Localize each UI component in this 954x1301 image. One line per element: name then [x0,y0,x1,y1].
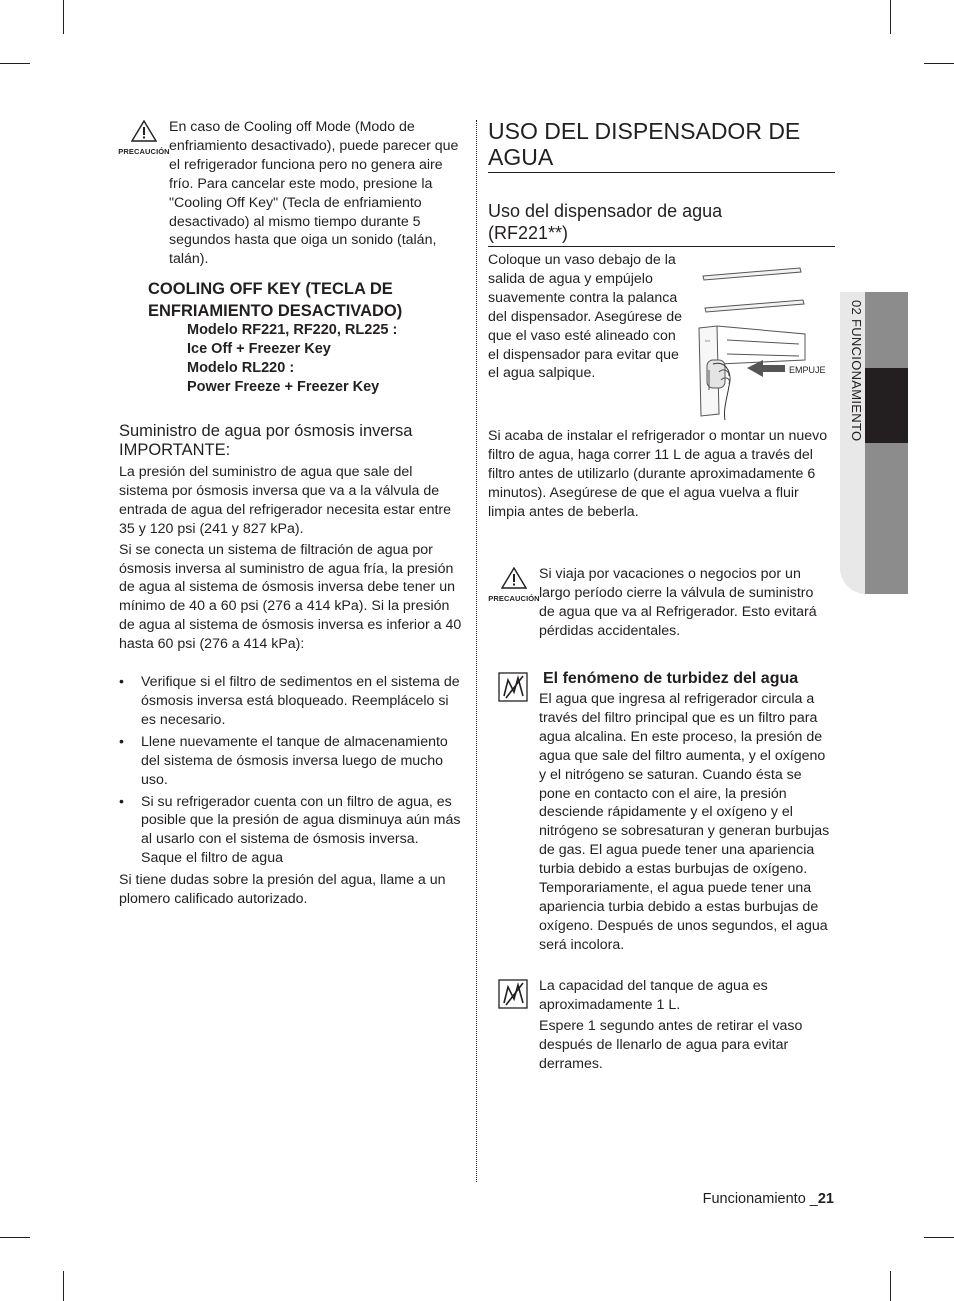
page-footer [640,1190,834,1208]
model-line: Modelo RF221, RF220, RL225 : [187,322,398,338]
ro-bullet-list [119,673,462,868]
section-subtitle: Uso del dispensador de agua (RF221**) [488,201,723,243]
caution-label: PRECAUCIÓN [118,147,170,156]
subtitle-rule [488,246,835,247]
crop-mark [924,63,954,64]
note-icon [498,672,528,702]
crop-mark [0,63,30,64]
tank-capacity-note: La capacidad del tanque de agua es aproximadamente 1 L. Espere 1 segundo antes de retirar el vaso después de llenarlo de agua para evitar derrames. [539,978,803,1072]
list-item: • Verifique si el filtro de sedimentos en el sistema de ósmosis inversa está bloqueado. Reemplácelo si es necesario. [119,673,462,730]
turbidity-heading: El fenómeno de turbidez del agua [543,670,799,687]
model-key-list [187,321,447,397]
warning-triangle-icon [131,120,157,142]
caution-icon [488,567,540,603]
crop-mark [890,1271,891,1301]
title-rule [488,172,835,173]
ro-heading: Suministro de agua por ósmosis inversa IMPORTANTE: [119,422,413,459]
side-tab-marker [865,368,908,443]
note-icon [498,979,528,1009]
dispenser-intro: Coloque un vaso debajo de la salida de agua y empújelo suavemente contra la palanca del dispensador. Asegúrese de que el vaso esté alineado con el dispensador para evitar que el agua salpique. [488,252,683,382]
crop-mark [890,0,891,34]
turbidity-text: El agua que ingresa al refrigerador circula a través del filtro principal que es un filtro para agua alcalina. En este proceso, la presión de agua que sale del filtro aumenta, y el oxígeno y el nitrógeno se saturan. Cuando ésta se pone en contacto con el aire, la presión desciende rápidamente y el oxígeno y el nitrógeno se sobresaturan y generan burbujas de gas. El agua puede tener una apariencia turbia debido a estas burbujas de oxígeno. Temporariamente, el agua puede tener una apariencia turbia debido a estas burbujas de oxígeno. Después de unos segundos, el agua será incolora. [539,691,830,953]
ro-paragraph: Si se conecta un sistema de filtración de agua por ósmosis inversa al suministro de agua fría, la presión de agua al sistema de ósmosis inversa debe tener un mínimo de 40 a 60 psi (276 a 414 kPa). Si la presión de agua al sistema de ósmosis inversa es inferior a 40 hasta 60 psi (276 a 414 kPa): [119,541,462,653]
crop-mark [0,1237,30,1238]
model-line: Modelo RL220 : [187,360,295,376]
warning-triangle-icon [501,567,527,589]
ro-paragraph: La presión del suministro de agua que sale del sistema por ósmosis inversa que va a la válvula de entrada de agua del refrigerador necesita estar entre 35 y 120 psi (241 y 827 kPa). [119,464,452,537]
list-item: • Llene nuevamente el tanque de almacenamiento del sistema de ósmosis inversa luego de mucho uso. [119,733,462,790]
cooling-off-caution-text: En caso de Cooling off Mode (Modo de enfriamiento desactivado), puede parecer que el refrigerador funciona pero no genera aire frío. Para cancelar este modo, presione la "Cooling Off Key" (Tecla de enfriamiento desactivado) al mismo tiempo durante 5 segundos hasta que oiga un sonido (talán, talán). [169,119,459,268]
side-tab-label: 02 FUNCIONAMIENTO [849,300,864,442]
model-line: Ice Off + Freezer Key [187,341,331,357]
page-number: 21 [817,1191,834,1207]
ro-body [119,463,462,909]
cooling-off-heading: COOLING OFF KEY (TECLA DE ENFRIAMIENTO DESACTIVADO) [148,280,403,320]
footer-section: Funcionamiento _ [702,1191,818,1207]
push-label: EMPUJE [789,365,826,375]
caution-icon [118,120,170,156]
model-line: Power Freeze + Freezer Key [187,379,380,395]
caution-label: PRECAUCIÓN [488,594,540,603]
crop-mark [63,1271,64,1301]
column-divider [476,120,477,1182]
ro-closing: Si tiene dudas sobre la presión del agua, llame a un plomero calificado autorizado. [119,872,446,908]
filter-paragraph: Si acaba de instalar el refrigerador o montar un nuevo filtro de agua, haga correr 11 L de agua a través del filtro antes de utilizarlo (durante aproximadamente 6 minutos). Asegúrese de que el agua vuelva a fluir limpia antes de beberla. [488,428,828,520]
vacation-caution-text: Si viaja por vacaciones o negocios por un largo período cierre la válvula de suministro de agua que va al Refrigerador. Esto evitará pérdidas accidentales. [539,566,817,639]
crop-mark [924,1237,954,1238]
dispenser-illustration [695,264,835,422]
svg-text:Ice: Ice [705,338,711,343]
side-tab-band [865,292,908,594]
page-title: USO DEL DISPENSADOR DE AGUA [488,118,801,170]
list-item: • Si su refrigerador cuenta con un filtro de agua, es posible que la presión de agua disminuya aún más al usarlo con el sistema de ósmosis inversa. Saque el filtro de agua [119,793,462,869]
crop-mark [63,0,64,34]
